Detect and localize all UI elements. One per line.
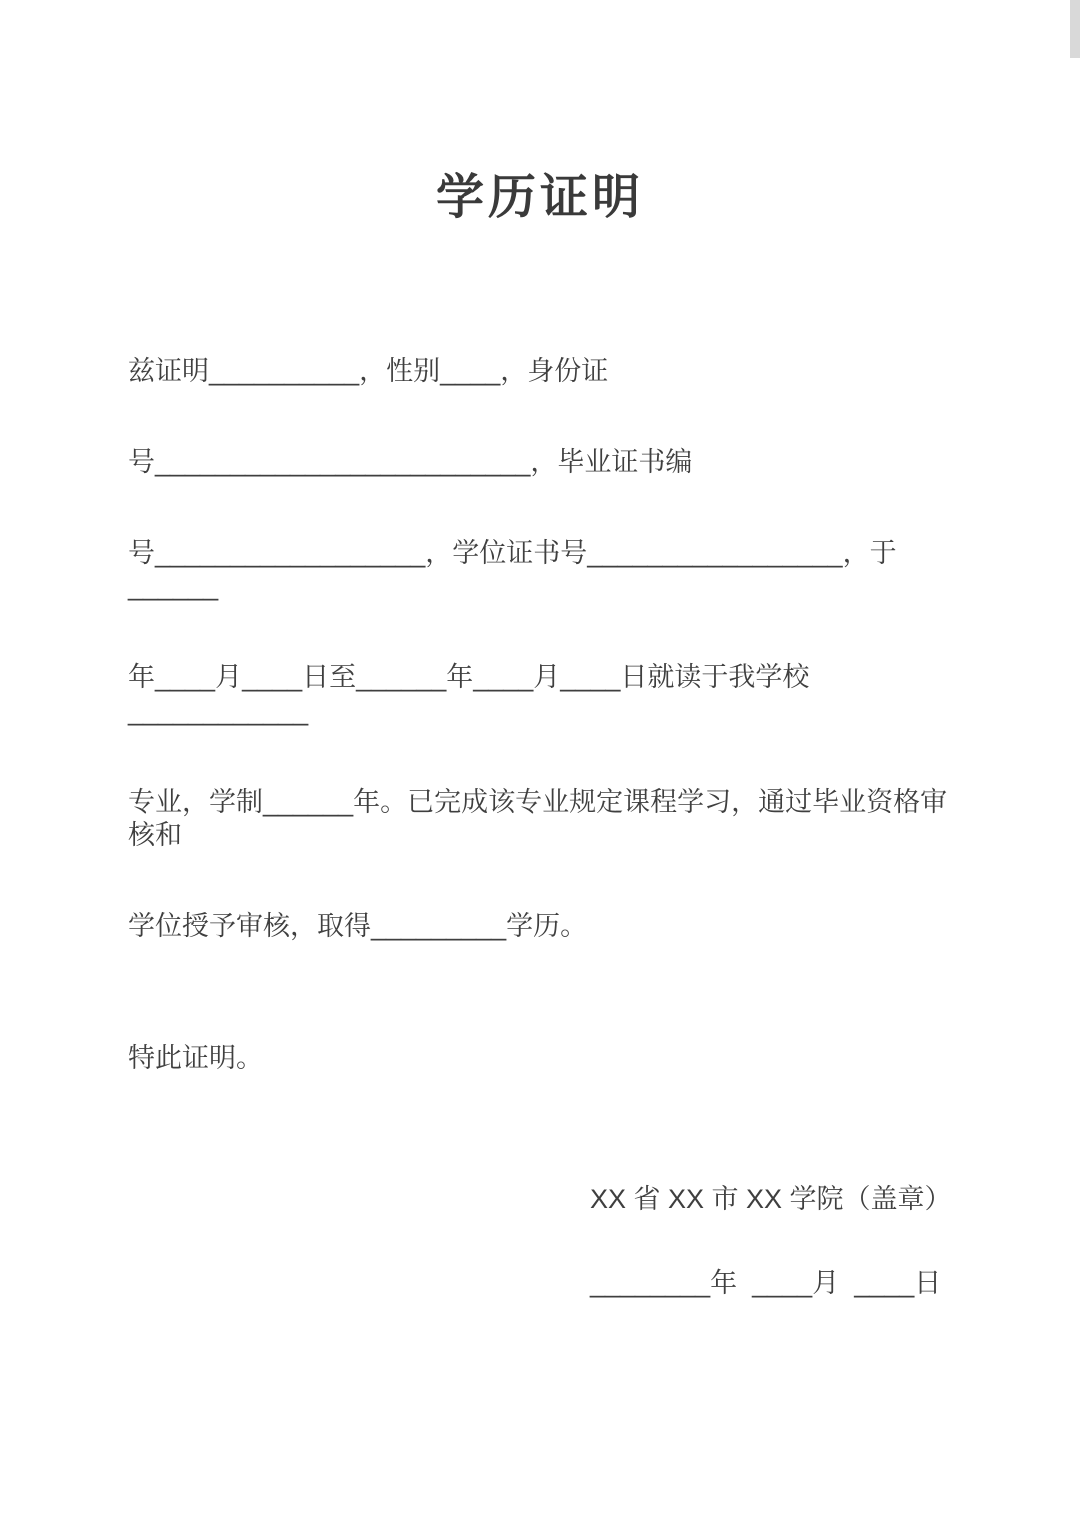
cert-line-diploma-degree-number: 号__________________，学位证书号_________________，于______ bbox=[128, 537, 897, 602]
date-line: ________年 ____月 ____日 bbox=[590, 1267, 942, 1298]
certificate-body bbox=[0, 355, 1080, 1300]
cert-line-degree-obtained: 学位授予审核，取得_________学历。 bbox=[128, 911, 588, 941]
page-title: 学历证明 bbox=[435, 171, 644, 224]
issuer-line: XX 省 XX 市 XX 学院（盖章） bbox=[590, 1183, 952, 1214]
closing-statement: 特此证明。 bbox=[128, 1042, 263, 1073]
cert-line-id-number: 号_________________________，毕业证书编 bbox=[128, 446, 693, 477]
cert-line-major-duration: 专业，学制______年。已完成该专业规定课程学习，通过毕业资格审核和 bbox=[128, 786, 948, 851]
cert-line-enrollment-dates: 年____月____日至______年____月____日就读于我学校____________ bbox=[128, 662, 810, 726]
scrollbar-fragment bbox=[1070, 0, 1080, 58]
cert-line-name-gender-id: 兹证明__________，性别____，身份证 bbox=[128, 356, 609, 386]
signature-block bbox=[590, 1177, 952, 1300]
